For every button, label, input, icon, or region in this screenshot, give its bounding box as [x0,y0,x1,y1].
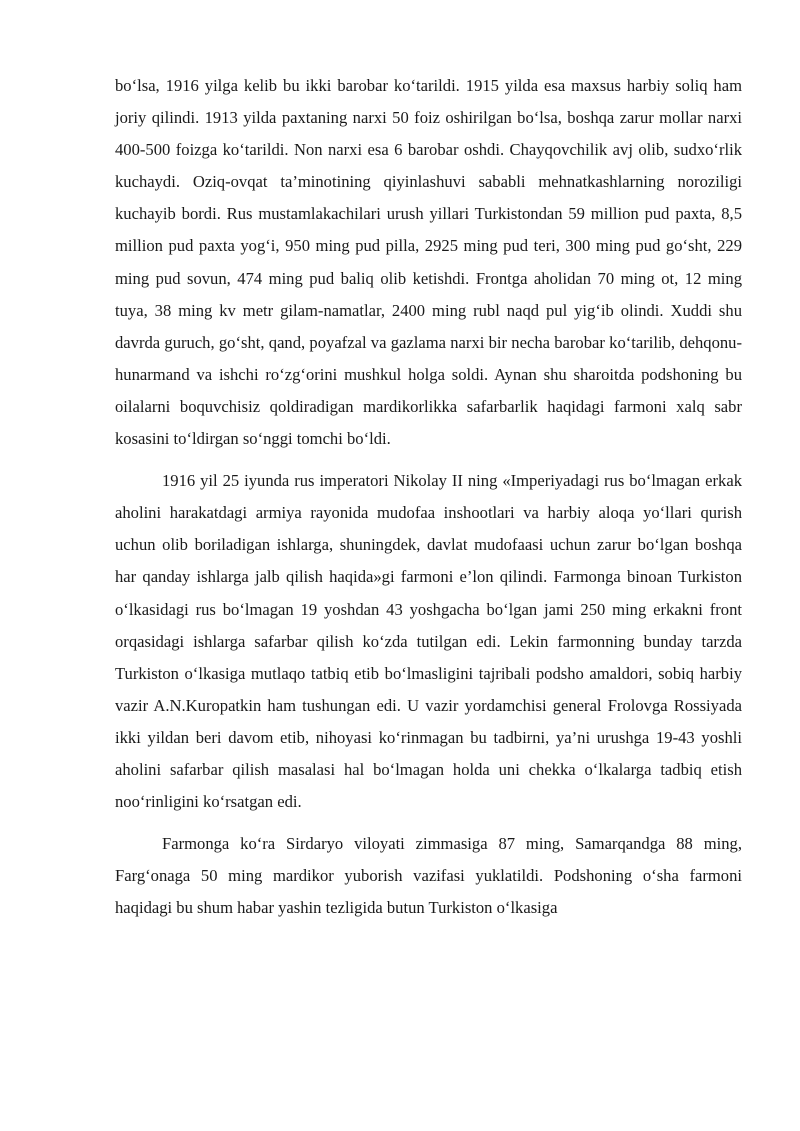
paragraph-2: 1916 yil 25 iyunda rus imperatori Nikolay II ning «Imperiyadagi rus bo‘lmagan erkak aholini harakatdagi armiya rayonida mudofaa inshootlari va harbiy aloqa yo‘llari qurish uchun olib boriladigan ishlarga, shuningdek, davlat mudofaasi uchun zarur bo‘lgan boshqa har qanday ishlarga jalb qilish haqida»gi farmoni e’lon qilindi. Farmonga binoan Turkiston o‘lkasidagi rus bo‘lmagan 19 yoshdan 43 yoshgacha bo‘lgan jami 250 ming erkakni front orqasidagi ishlarga safarbar qilish ko‘zda tutilgan edi. Lekin farmonning bunday tarzda Turkiston o‘lkasiga mutlaqo tatbiq etib bo‘lmasligini tajribali podsho amaldori, sobiq harbiy vazir A.N.Kuropatkin ham tushungan edi. U vazir yordamchisi general Frolovga Rossiyada ikki yildan beri davom etib, nihoyasi ko‘rinmagan bu tadbirni, ya’ni urushga 19-43 yoshli aholini safarbar qilish masalasi hal bo‘lmagan holda uni chekka o‘lkalarga tadbiq etish noo‘rinligini ko‘rsatgan edi. [115,471,742,812]
document-page [115,70,742,934]
paragraph-1: bo‘lsa, 1916 yilga kelib bu ikki barobar ko‘tarildi. 1915 yilda esa maxsus harbiy soliq ham joriy qilindi. 1913 yilda paxtaning narxi 50 foiz oshirilgan bo‘lsa, boshqa zarur mollar narxi 400-500 foizga ko‘tarildi. Non narxi esa 6 barobar oshdi. Chayqovchilik avj olib, sudxo‘rlik kuchaydi. Oziq-ovqat ta’minotining qiyinlashuvi sababli mehnatkashlarning noroziligi kuchayib bordi. Rus mustamlakachilari urush yillari Turkistondan 59 million pud paxta, 8,5 million pud paxta yog‘i, 950 ming pud pilla, 2925 ming pud teri, 300 ming pud go‘sht, 229 ming pud sovun, 474 ming pud baliq olib ketishdi. Frontga aholidan 70 ming ot, 12 ming tuya, 38 ming kv metr gilam-namatlar, 2400 ming rubl naqd pul yig‘ib olindi. Xuddi shu davrda guruch, go‘sht, qand, poyafzal va gazlama narxi bir necha barobar ko‘tarilib, dehqonu-hunarmand va ishchi ro‘zg‘orini mushkul holga soldi. Aynan shu sharoitda podshoning bu oilalarni boquvchisiz qoldiradigan mardikorlikka safarbarlik haqidagi farmoni xalq sabr kosasini to‘ldirgan so‘nggi tomchi bo‘ldi. [115,76,742,449]
paragraph-3: Farmonga ko‘ra Sirdaryo viloyati zimmasiga 87 ming, Samarqandga 88 ming, Farg‘onaga 50 ming mardikor yuborish vazifasi yuklatildi. Podshoning o‘sha farmoni haqidagi bu shum habar yashin tezligida butun Turkiston o‘lkasiga [115,834,742,918]
